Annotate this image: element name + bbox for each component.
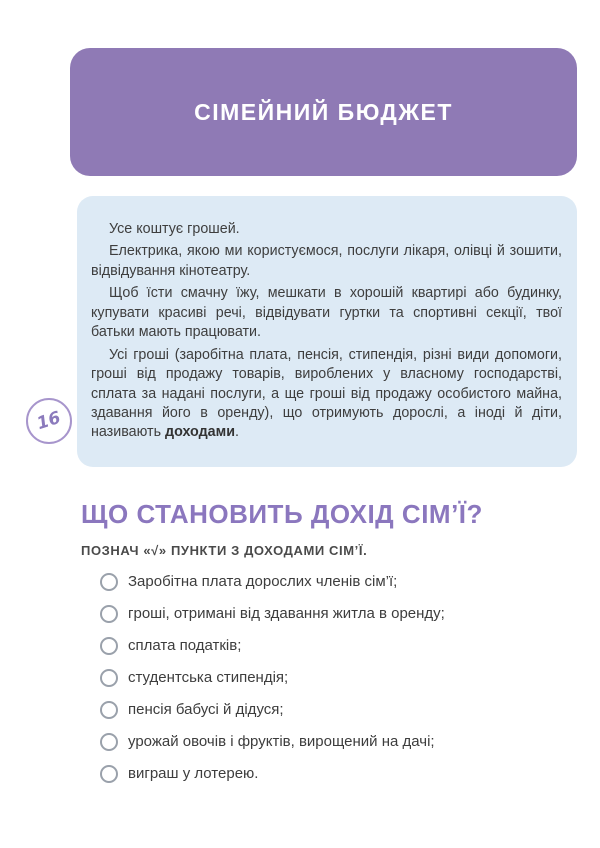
chapter-banner	[70, 48, 577, 176]
intro-paragraph-4-period: .	[234, 424, 239, 441]
checklist-item-label: урожай овочів і фруктів, вирощений на дачі;	[128, 733, 435, 750]
checklist-item-label: виграш у лотерею.	[128, 765, 259, 782]
checklist-item	[100, 764, 445, 783]
checklist-item-label: гроші, отримані від здавання житла в оренду;	[128, 605, 445, 622]
intro-paragraph-4-text: Усі гроші (заробітна плата, пенсія, стипендія, різні види допомоги, гроші від продажу товарів, вироблених у власному господарстві, сплата за надані послуги, а ще гроші від продажу особистого майна, здавання його в оренду), що отримують дорослі, а іноді й діти, називають	[91, 346, 562, 441]
bold-term-income: доходами	[165, 424, 235, 441]
page-number-badge	[26, 398, 72, 444]
intro-paragraph-4	[91, 343, 562, 443]
checklist-item-label: студентська стипендія;	[128, 669, 289, 686]
page-number: 16	[34, 407, 64, 435]
checklist-item	[100, 572, 445, 591]
checklist-item-label: Заробітна плата дорослих членів сім’ї;	[128, 573, 398, 590]
checkbox-circle[interactable]	[100, 637, 118, 655]
task-instruction: ПОЗНАЧ «√» ПУНКТИ З ДОХОДАМИ СІМ’Ї.	[81, 543, 368, 558]
intro-text-box	[77, 196, 577, 467]
intro-paragraph-3: Щоб їсти смачну їжу, мешкати в хорошій квартирі або будинку, купувати красиві речі, відвідувати гуртки та спортивні секції, твої батьки мають працювати.	[91, 285, 562, 341]
checklist-item	[100, 604, 445, 623]
checkbox-circle[interactable]	[100, 573, 118, 591]
checklist-item	[100, 700, 445, 719]
checklist-item	[100, 668, 445, 687]
checkbox-circle[interactable]	[100, 765, 118, 783]
checklist-item-label: сплата податків;	[128, 637, 242, 654]
intro-paragraph-1: Усе коштує грошей.	[109, 221, 240, 237]
section-heading: ЩО СТАНОВИТЬ ДОХІД СІМ’Ї?	[81, 499, 483, 529]
checklist-item	[100, 732, 445, 751]
checkbox-circle[interactable]	[100, 669, 118, 687]
checkbox-circle[interactable]	[100, 605, 118, 623]
chapter-title: СІМЕЙНИЙ БЮДЖЕТ	[194, 98, 453, 125]
checklist-item-label: пенсія бабусі й дідуся;	[128, 701, 284, 718]
income-checklist	[100, 572, 445, 783]
checklist-item	[100, 636, 445, 655]
checkbox-circle[interactable]	[100, 701, 118, 719]
intro-paragraph-2: Електрика, якою ми користуємося, послуги лікаря, олівці й зошити, відвідування кінотеатру.	[91, 243, 562, 279]
checkbox-circle[interactable]	[100, 733, 118, 751]
